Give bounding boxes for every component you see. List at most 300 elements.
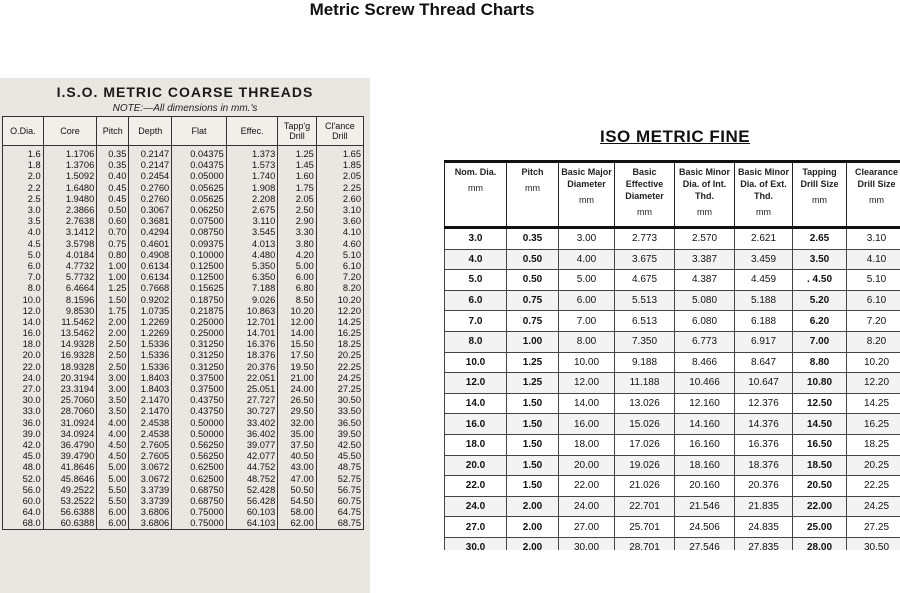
coarse-cell: 30.0: [3, 395, 44, 406]
coarse-cell: 45.50: [316, 451, 363, 462]
coarse-header-cell: Effec.: [226, 117, 277, 146]
coarse-cell: 0.43750: [172, 395, 227, 406]
coarse-table-row: [3, 496, 364, 507]
coarse-table-row: [3, 171, 364, 182]
coarse-cell: 2.208: [226, 194, 277, 205]
fine-cell: 18.50: [793, 455, 847, 476]
coarse-cell: 54.50: [278, 496, 317, 507]
coarse-cell: 3.80: [278, 239, 317, 250]
fine-cell: 12.0: [445, 373, 507, 394]
fine-cell: 4.675: [615, 270, 675, 291]
coarse-cell: 0.35: [97, 160, 129, 171]
fine-cell: 0.75: [507, 290, 559, 311]
fine-cell: 20.376: [735, 476, 793, 497]
coarse-cell: 52.428: [226, 485, 277, 496]
fine-cell: 1.00: [507, 331, 559, 352]
coarse-cell: 0.3067: [129, 205, 172, 216]
fine-table-row: [445, 517, 900, 538]
fine-cell: 3.10: [847, 228, 900, 250]
fine-header-label: Basic Minor Dia. of Int. Thd.: [678, 167, 730, 201]
fine-cell: 5.513: [615, 290, 675, 311]
fine-header-unit: mm: [697, 207, 712, 217]
coarse-cell: 68.75: [316, 518, 363, 530]
fine-header-label: Pitch: [521, 167, 544, 177]
coarse-cell: 18.9328: [43, 362, 97, 373]
fine-cell: 27.00: [559, 517, 615, 538]
fine-header-unit: mm: [869, 195, 884, 205]
fine-cell: 24.25: [847, 496, 900, 517]
coarse-cell: 7.20: [316, 272, 363, 283]
coarse-cell: 3.5: [3, 216, 44, 227]
coarse-table-row: [3, 395, 364, 406]
coarse-cell: 0.50: [97, 205, 129, 216]
coarse-cell: 48.75: [316, 462, 363, 473]
fine-cell: 12.00: [559, 373, 615, 394]
coarse-cell: 6.00: [97, 518, 129, 530]
coarse-cell: 10.20: [278, 306, 317, 317]
coarse-cell: 0.2760: [129, 194, 172, 205]
fine-cell: 2.00: [507, 496, 559, 517]
coarse-cell: 45.8646: [43, 473, 97, 484]
fine-cell: 16.25: [847, 414, 900, 435]
coarse-table-row: [3, 317, 364, 328]
fine-chart-title: ISO METRIC FINE: [600, 127, 751, 146]
coarse-cell: 15.50: [278, 339, 317, 350]
coarse-cell: 4.5: [3, 239, 44, 250]
coarse-cell: 0.45: [97, 183, 129, 194]
coarse-table-row: [3, 250, 364, 261]
coarse-cell: 1.8403: [129, 373, 172, 384]
fine-cell: 6.513: [615, 311, 675, 332]
coarse-cell: 6.10: [316, 261, 363, 272]
page-title: Metric Screw Thread Charts: [309, 0, 535, 19]
coarse-cell: 6.0: [3, 261, 44, 272]
coarse-cell: 1.6480: [43, 183, 97, 194]
coarse-cell: 60.6388: [43, 518, 97, 530]
fine-cell: 4.10: [847, 249, 900, 270]
fine-cell: 12.50: [793, 393, 847, 414]
fine-cell: 22.0: [445, 476, 507, 497]
coarse-cell: 44.752: [226, 462, 277, 473]
coarse-cell: 1.8: [3, 160, 44, 171]
fine-table-row: [445, 270, 900, 291]
fine-cell: 1.25: [507, 373, 559, 394]
coarse-cell: 12.701: [226, 317, 277, 328]
fine-cell: 17.026: [615, 434, 675, 455]
coarse-table-row: [3, 350, 364, 361]
fine-cell: 20.25: [847, 455, 900, 476]
coarse-header-cell: Depth: [129, 117, 172, 146]
coarse-cell: 2.05: [316, 171, 363, 182]
coarse-cell: 0.68750: [172, 496, 227, 507]
fine-cell: 8.0: [445, 331, 507, 352]
fine-cell: 2.773: [615, 228, 675, 250]
coarse-cell: 14.9328: [43, 339, 97, 350]
coarse-cell: 52.75: [316, 473, 363, 484]
coarse-cell: 0.62500: [172, 473, 227, 484]
fine-cell: 10.466: [675, 373, 735, 394]
coarse-table-row: [3, 261, 364, 272]
coarse-cell: 33.0: [3, 406, 44, 417]
coarse-cell: 27.727: [226, 395, 277, 406]
fine-cell: 1.50: [507, 455, 559, 476]
coarse-cell: 1.908: [226, 183, 277, 194]
coarse-cell: 3.5798: [43, 239, 97, 250]
fine-cell: 3.387: [675, 249, 735, 270]
coarse-cell: 0.43750: [172, 406, 227, 417]
fine-header-unit: mm: [579, 195, 594, 205]
fine-cell: 15.026: [615, 414, 675, 435]
fine-header-cell: [675, 162, 735, 228]
coarse-cell: 0.05625: [172, 183, 227, 194]
coarse-cell: 2.1470: [129, 406, 172, 417]
coarse-table-row: [3, 518, 364, 530]
coarse-cell: 1.75: [97, 306, 129, 317]
coarse-cell: 3.10: [316, 205, 363, 216]
coarse-cell: 0.9202: [129, 294, 172, 305]
fine-cell: 20.160: [675, 476, 735, 497]
coarse-cell: 4.00: [97, 429, 129, 440]
coarse-cell: 6.00: [97, 507, 129, 518]
fine-cell: 22.25: [847, 476, 900, 497]
coarse-table-row: [3, 227, 364, 238]
fine-cell: 18.00: [559, 434, 615, 455]
fine-cell: 25.701: [615, 517, 675, 538]
coarse-cell: 1.0735: [129, 306, 172, 317]
coarse-cell: 0.35: [97, 146, 129, 161]
coarse-cell: 60.103: [226, 507, 277, 518]
coarse-cell: 2.60: [316, 194, 363, 205]
coarse-cell: 0.08750: [172, 227, 227, 238]
fine-cell: 24.00: [559, 496, 615, 517]
coarse-cell: 13.5462: [43, 328, 97, 339]
fine-table-row: [445, 393, 900, 414]
coarse-cell: 0.2147: [129, 146, 172, 161]
coarse-cell: 0.37500: [172, 373, 227, 384]
coarse-cell: 2.2: [3, 183, 44, 194]
coarse-cell: 2.25: [316, 183, 363, 194]
coarse-table-row: [3, 429, 364, 440]
coarse-cell: 3.0672: [129, 473, 172, 484]
coarse-cell: 0.6134: [129, 272, 172, 283]
fine-table-row: [445, 476, 900, 497]
coarse-cell: 1.65: [316, 146, 363, 161]
coarse-cell: 36.50: [316, 418, 363, 429]
fine-header-unit: mm: [468, 183, 483, 193]
coarse-table-row: [3, 418, 364, 429]
fine-cell: 5.10: [847, 270, 900, 291]
coarse-cell: 58.00: [278, 507, 317, 518]
coarse-cell: 2.7605: [129, 440, 172, 451]
fine-table-row: [445, 496, 900, 517]
fine-cell: 18.160: [675, 455, 735, 476]
coarse-cell: 0.12500: [172, 272, 227, 283]
coarse-cell: 1.2269: [129, 328, 172, 339]
fine-cell: 21.026: [615, 476, 675, 497]
fine-header-unit: mm: [637, 207, 652, 217]
fine-header-cell: [445, 162, 507, 228]
fine-header-cell: [735, 162, 793, 228]
fine-cell: 10.20: [847, 352, 900, 373]
fine-cell: 6.00: [559, 290, 615, 311]
coarse-cell: 0.68750: [172, 485, 227, 496]
coarse-cell: 0.10000: [172, 250, 227, 261]
coarse-cell: 12.00: [278, 317, 317, 328]
fine-table-row: [445, 414, 900, 435]
coarse-table-row: [3, 146, 364, 161]
coarse-cell: 5.0: [3, 250, 44, 261]
coarse-cell: 4.480: [226, 250, 277, 261]
coarse-cell: 39.4790: [43, 451, 97, 462]
fine-cell: 25.00: [793, 517, 847, 538]
fine-table-row: [445, 249, 900, 270]
coarse-cell: 11.5462: [43, 317, 97, 328]
coarse-cell: 1.740: [226, 171, 277, 182]
coarse-cell: 6.00: [278, 272, 317, 283]
fine-header-unit: mm: [812, 195, 827, 205]
coarse-cell: 39.50: [316, 429, 363, 440]
coarse-cell: 2.90: [278, 216, 317, 227]
coarse-cell: 56.0: [3, 485, 44, 496]
fine-cell: 28.701: [615, 537, 675, 550]
coarse-cell: 23.3194: [43, 384, 97, 395]
fine-cell: 0.50: [507, 249, 559, 270]
fine-cell: 0.50: [507, 270, 559, 291]
coarse-cell: 0.31250: [172, 350, 227, 361]
coarse-cell: 2.675: [226, 205, 277, 216]
fine-cell: 22.00: [793, 496, 847, 517]
coarse-cell: 47.00: [278, 473, 317, 484]
coarse-cell: 20.25: [316, 350, 363, 361]
coarse-cell: 0.7668: [129, 283, 172, 294]
coarse-cell: 27.0: [3, 384, 44, 395]
coarse-cell: 0.07500: [172, 216, 227, 227]
coarse-cell: 4.60: [316, 239, 363, 250]
coarse-cell: 29.50: [278, 406, 317, 417]
fine-cell: 5.0: [445, 270, 507, 291]
fine-cell: 14.160: [675, 414, 735, 435]
coarse-cell: 2.05: [278, 194, 317, 205]
fine-cell: 5.20: [793, 290, 847, 311]
coarse-cell: 0.70: [97, 227, 129, 238]
coarse-cell: 2.1470: [129, 395, 172, 406]
coarse-cell: 1.60: [278, 171, 317, 182]
fine-cell: 6.917: [735, 331, 793, 352]
fine-header-row: [445, 162, 900, 228]
fine-cell: 19.026: [615, 455, 675, 476]
fine-cell: 16.50: [793, 434, 847, 455]
coarse-cell: 2.4538: [129, 418, 172, 429]
coarse-table-row: [3, 239, 364, 250]
coarse-cell: 1.5336: [129, 362, 172, 373]
coarse-cell: 1.75: [278, 183, 317, 194]
coarse-cell: 2.00: [97, 328, 129, 339]
fine-cell: 28.00: [793, 537, 847, 550]
coarse-cell: 2.3866: [43, 205, 97, 216]
coarse-cell: 52.0: [3, 473, 44, 484]
coarse-cell: 24.00: [278, 384, 317, 395]
coarse-cell: 0.45: [97, 194, 129, 205]
coarse-cell: 22.0: [3, 362, 44, 373]
coarse-cell: 4.00: [97, 418, 129, 429]
coarse-cell: 0.05000: [172, 171, 227, 182]
coarse-cell: 4.0184: [43, 250, 97, 261]
fine-cell: 2.621: [735, 228, 793, 250]
coarse-cell: 33.50: [316, 406, 363, 417]
fine-cell: 2.00: [507, 517, 559, 538]
coarse-cell: 4.50: [97, 440, 129, 451]
fine-header-label: Clearance Drill Size: [854, 167, 899, 189]
fine-header-cell: [507, 162, 559, 228]
fine-cell: 30.50: [847, 537, 900, 550]
coarse-cell: 0.2760: [129, 183, 172, 194]
coarse-cell: 18.376: [226, 350, 277, 361]
fine-cell: 6.0: [445, 290, 507, 311]
coarse-cell: 4.20: [278, 250, 317, 261]
fine-cell: 6.20: [793, 311, 847, 332]
fine-thread-chart: [444, 160, 900, 550]
fine-cell: 16.0: [445, 414, 507, 435]
coarse-cell: 1.3706: [43, 160, 97, 171]
coarse-cell: 3.00: [97, 373, 129, 384]
fine-header-label: Basic Effective Diameter: [625, 167, 664, 201]
coarse-cell: 25.051: [226, 384, 277, 395]
coarse-cell: 0.75000: [172, 507, 227, 518]
coarse-cell: 2.0: [3, 171, 44, 182]
fine-cell: 8.00: [559, 331, 615, 352]
coarse-cell: 0.3681: [129, 216, 172, 227]
coarse-cell: 42.50: [316, 440, 363, 451]
coarse-cell: 53.2522: [43, 496, 97, 507]
coarse-cell: 5.50: [97, 485, 129, 496]
coarse-thread-chart: [0, 78, 370, 593]
coarse-cell: 43.00: [278, 462, 317, 473]
coarse-cell: 14.00: [278, 328, 317, 339]
fine-cell: 27.0: [445, 517, 507, 538]
fine-cell: 6.773: [675, 331, 735, 352]
coarse-cell: 0.2147: [129, 160, 172, 171]
fine-table-row: [445, 537, 900, 550]
coarse-cell: 26.50: [278, 395, 317, 406]
coarse-cell: 56.428: [226, 496, 277, 507]
coarse-cell: 5.10: [316, 250, 363, 261]
fine-cell: 4.0: [445, 249, 507, 270]
coarse-cell: 42.077: [226, 451, 277, 462]
coarse-cell: 0.21875: [172, 306, 227, 317]
coarse-cell: 2.4538: [129, 429, 172, 440]
coarse-cell: 0.50000: [172, 418, 227, 429]
fine-cell: 14.376: [735, 414, 793, 435]
coarse-cell: 0.62500: [172, 462, 227, 473]
fine-cell: 8.20: [847, 331, 900, 352]
coarse-cell: 0.80: [97, 250, 129, 261]
fine-header-label: Tapping Drill Size: [800, 167, 839, 189]
coarse-header-cell: Core: [43, 117, 97, 146]
fine-cell: 21.546: [675, 496, 735, 517]
fine-cell: 4.459: [735, 270, 793, 291]
coarse-cell: 8.0: [3, 283, 44, 294]
coarse-cell: 3.50: [97, 395, 129, 406]
coarse-cell: 56.75: [316, 485, 363, 496]
coarse-cell: 40.50: [278, 451, 317, 462]
fine-cell: 13.026: [615, 393, 675, 414]
coarse-cell: 3.60: [316, 216, 363, 227]
coarse-cell: 1.5336: [129, 350, 172, 361]
coarse-cell: 0.25000: [172, 328, 227, 339]
coarse-cell: 42.0: [3, 440, 44, 451]
fine-cell: 20.0: [445, 455, 507, 476]
coarse-cell: 36.0: [3, 418, 44, 429]
coarse-cell: 0.37500: [172, 384, 227, 395]
coarse-cell: 0.06250: [172, 205, 227, 216]
coarse-cell: 62.00: [278, 518, 317, 530]
coarse-table-row: [3, 283, 364, 294]
coarse-cell: 19.50: [278, 362, 317, 373]
coarse-header-cell: Flat: [172, 117, 227, 146]
fine-table-row: [445, 352, 900, 373]
fine-cell: 27.546: [675, 537, 735, 550]
coarse-cell: 28.7060: [43, 406, 97, 417]
coarse-cell: 3.3739: [129, 485, 172, 496]
fine-cell: 24.506: [675, 517, 735, 538]
fine-cell: 3.50: [793, 249, 847, 270]
fine-cell: 27.25: [847, 517, 900, 538]
coarse-cell: 16.9328: [43, 350, 97, 361]
coarse-cell: 5.350: [226, 261, 277, 272]
coarse-cell: 1.373: [226, 146, 277, 161]
coarse-cell: 21.00: [278, 373, 317, 384]
fine-cell: 24.0: [445, 496, 507, 517]
fine-table-row: [445, 455, 900, 476]
coarse-cell: 20.0: [3, 350, 44, 361]
coarse-table-row: [3, 183, 364, 194]
fine-table-row: [445, 331, 900, 352]
fine-cell: 6.080: [675, 311, 735, 332]
coarse-cell: 1.50: [97, 294, 129, 305]
fine-cell: 8.466: [675, 352, 735, 373]
coarse-cell: 0.75: [97, 239, 129, 250]
coarse-table-row: [3, 485, 364, 496]
fine-cell: 22.701: [615, 496, 675, 517]
fine-cell: 14.50: [793, 414, 847, 435]
coarse-cell: 33.402: [226, 418, 277, 429]
coarse-cell: 3.6806: [129, 507, 172, 518]
coarse-cell: 6.80: [278, 283, 317, 294]
coarse-cell: 0.31250: [172, 339, 227, 350]
fine-cell: 0.75: [507, 311, 559, 332]
coarse-cell: 35.00: [278, 429, 317, 440]
coarse-cell: 8.1596: [43, 294, 97, 305]
coarse-cell: 2.7605: [129, 451, 172, 462]
coarse-cell: 4.50: [97, 451, 129, 462]
fine-cell: 30.00: [559, 537, 615, 550]
coarse-cell: 48.0: [3, 462, 44, 473]
fine-cell: 1.50: [507, 434, 559, 455]
fine-cell: 5.188: [735, 290, 793, 311]
coarse-cell: 3.6806: [129, 518, 172, 530]
fine-table-row: [445, 311, 900, 332]
coarse-cell: 36.402: [226, 429, 277, 440]
coarse-cell: 31.0924: [43, 418, 97, 429]
coarse-table-row: [3, 362, 364, 373]
fine-cell: 6.188: [735, 311, 793, 332]
fine-header-cell: [847, 162, 900, 228]
fine-cell: 7.00: [793, 331, 847, 352]
coarse-cell: 0.50000: [172, 429, 227, 440]
fine-cell: 10.647: [735, 373, 793, 394]
coarse-cell: 18.0: [3, 339, 44, 350]
coarse-cell: 0.18750: [172, 294, 227, 305]
